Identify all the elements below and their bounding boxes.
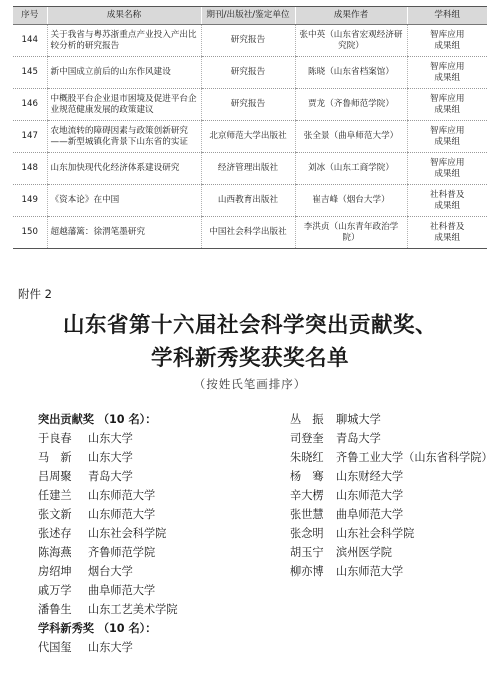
awardee-affiliation: 山东大学 — [88, 641, 133, 654]
attachment-label: 附件 2 — [18, 287, 52, 301]
awardee-name: 任建兰 — [38, 489, 72, 502]
cell-no: 149 — [13, 185, 47, 217]
table-row — [13, 25, 487, 57]
awardee-affiliation: 山东社会科学院 — [336, 527, 415, 540]
newcomer-heading: 学科新秀奖 （10 名）： — [38, 622, 157, 635]
awardee-affiliation: 山东社会科学院 — [88, 527, 167, 540]
awardee-name: 柳亦博 — [290, 565, 324, 578]
cell-publisher: 山西教育出版社 — [201, 185, 295, 217]
awardee-name: 朱晓红 — [290, 451, 324, 464]
awardee-affiliation: 山东大学 — [88, 432, 133, 445]
cell-title: 中概股平台企业退市困境及促进平台企业规范健康发展的政策建议 — [47, 89, 201, 121]
header-title: 成果名称 — [47, 7, 201, 25]
cell-group: 智库应用 成果组 — [407, 153, 487, 185]
cell-author: 刘冰（山东工商学院） — [295, 153, 407, 185]
awardee-name: 吕周聚 — [38, 470, 72, 483]
cell-no: 146 — [13, 89, 47, 121]
awardee-affiliation: 山东师范大学 — [88, 489, 156, 502]
header-author: 成果作者 — [295, 7, 407, 25]
cell-publisher: 研究报告 — [201, 25, 295, 57]
list-item — [290, 448, 493, 467]
awardee-affiliation: 齐鲁工业大学（山东省科学院） — [336, 451, 493, 464]
awardee-affiliation: 烟台大学 — [88, 565, 133, 578]
outstanding-heading: 突出贡献奖 （10 名）： — [38, 413, 157, 426]
cell-title: 山东加快现代化经济体系建设研究 — [47, 153, 201, 185]
page-title-line-1: 山东省第十六届社会科学突出贡献奖、 — [62, 313, 437, 338]
cell-author: 张全景（曲阜师范大学） — [295, 121, 407, 153]
awardee-name: 陈海燕 — [38, 546, 72, 559]
awardee-affiliation: 聊城大学 — [336, 413, 381, 426]
list-item — [38, 600, 278, 619]
awardee-name: 代国玺 — [38, 641, 72, 654]
awardee-affiliation: 山东师范大学 — [336, 565, 404, 578]
awardee-name: 张文新 — [38, 508, 72, 521]
cell-publisher: 研究报告 — [201, 57, 295, 89]
awardee-name: 戚万学 — [38, 584, 72, 597]
list-item — [290, 524, 490, 543]
awardee-affiliation: 青岛大学 — [336, 432, 381, 445]
cell-publisher: 中国社会科学出版社 — [201, 217, 295, 249]
cell-no: 150 — [13, 217, 47, 249]
cell-no: 147 — [13, 121, 47, 153]
awardee-affiliation: 山东财经大学 — [336, 470, 404, 483]
cell-group: 社科普及 成果组 — [407, 217, 487, 249]
awardee-list-left — [38, 410, 278, 657]
list-item — [290, 562, 490, 581]
header-group: 学科组 — [407, 7, 487, 25]
cell-publisher: 经济管理出版社 — [201, 153, 295, 185]
cell-author: 张中英（山东省宏观经济研究院） — [295, 25, 407, 57]
list-item — [290, 543, 490, 562]
cell-group: 智库应用 成果组 — [407, 121, 487, 153]
awardee-affiliation: 齐鲁师范学院 — [88, 546, 156, 559]
awardee-list-right — [290, 410, 493, 581]
cell-no: 148 — [13, 153, 47, 185]
awardee-affiliation: 山东大学 — [88, 451, 133, 464]
awardee-name: 张述存 — [38, 527, 72, 540]
cell-group: 智库应用 成果组 — [407, 25, 487, 57]
awardee-name: 辛大楞 — [290, 489, 324, 502]
cell-title: 新中国成立前后的山东作风建设 — [47, 57, 201, 89]
cell-title: 农地流转的障碍因素与政策创新研究——新型城镇化背景下山东省的实证 — [47, 121, 201, 153]
list-item — [290, 429, 490, 448]
cell-title: 超越藩篱：徐渭笔墨研究 — [47, 217, 201, 249]
page-subtitle: （按姓氏笔画排序） — [193, 377, 307, 391]
awardee-affiliation: 曲阜师范大学 — [336, 508, 404, 521]
awardee-name: 马 新 — [38, 451, 72, 464]
awardee-affiliation: 山东工艺美术学院 — [88, 603, 178, 616]
awardee-affiliation: 滨州医学院 — [336, 546, 392, 559]
list-item — [290, 486, 490, 505]
list-item — [38, 638, 278, 657]
cell-author: 崔吉峰（烟台大学） — [295, 185, 407, 217]
list-item — [38, 486, 278, 505]
page-title-line-2: 学科新秀奖获奖名单 — [150, 346, 349, 371]
list-item — [290, 505, 490, 524]
cell-title: 关于我省与粤苏浙重点产业投入产出比较分析的研究报告 — [47, 25, 201, 57]
cell-no: 145 — [13, 57, 47, 89]
table-header-row — [13, 7, 487, 25]
list-item — [38, 543, 278, 562]
awardee-name: 杨 骞 — [290, 470, 324, 483]
header-publisher: 期刊/出版社/鉴定单位 — [201, 7, 295, 25]
cell-no: 144 — [13, 25, 47, 57]
list-item — [38, 505, 278, 524]
table-row — [13, 153, 487, 185]
cell-group: 社科普及 成果组 — [407, 185, 487, 217]
awardee-name: 潘鲁生 — [38, 603, 72, 616]
table-row — [13, 217, 487, 249]
table-row — [13, 121, 487, 153]
list-item — [290, 467, 490, 486]
awardee-name: 于良春 — [38, 432, 72, 445]
awardee-name: 张世慧 — [290, 508, 324, 521]
list-item — [38, 448, 278, 467]
list-item — [38, 467, 278, 486]
cell-publisher: 研究报告 — [201, 89, 295, 121]
list-item — [290, 410, 490, 429]
awardee-name: 司登奎 — [290, 432, 324, 445]
table-row — [13, 89, 487, 121]
awards-table — [13, 6, 487, 249]
list-item — [38, 429, 278, 448]
list-item — [38, 562, 278, 581]
cell-publisher: 北京师范大学出版社 — [201, 121, 295, 153]
awardee-affiliation: 曲阜师范大学 — [88, 584, 156, 597]
list-item — [38, 581, 278, 600]
cell-group: 智库应用 成果组 — [407, 89, 487, 121]
awardee-name: 丛 振 — [290, 413, 324, 426]
list-item — [38, 524, 278, 543]
awardee-name: 张念明 — [290, 527, 324, 540]
cell-title: 《资本论》在中国 — [47, 185, 201, 217]
awardee-affiliation: 青岛大学 — [88, 470, 133, 483]
cell-group: 智库应用 成果组 — [407, 57, 487, 89]
awardee-name: 房绍坤 — [38, 565, 72, 578]
cell-author: 李洪贞（山东青年政治学院） — [295, 217, 407, 249]
cell-author: 贾龙（齐鲁师范学院） — [295, 89, 407, 121]
awardee-affiliation: 山东师范大学 — [88, 508, 156, 521]
table-row — [13, 57, 487, 89]
awardee-name: 胡玉宁 — [290, 546, 324, 559]
table-row — [13, 185, 487, 217]
cell-author: 陈晓（山东省档案馆） — [295, 57, 407, 89]
awardee-affiliation: 山东师范大学 — [336, 489, 404, 502]
header-no: 序号 — [13, 7, 47, 25]
